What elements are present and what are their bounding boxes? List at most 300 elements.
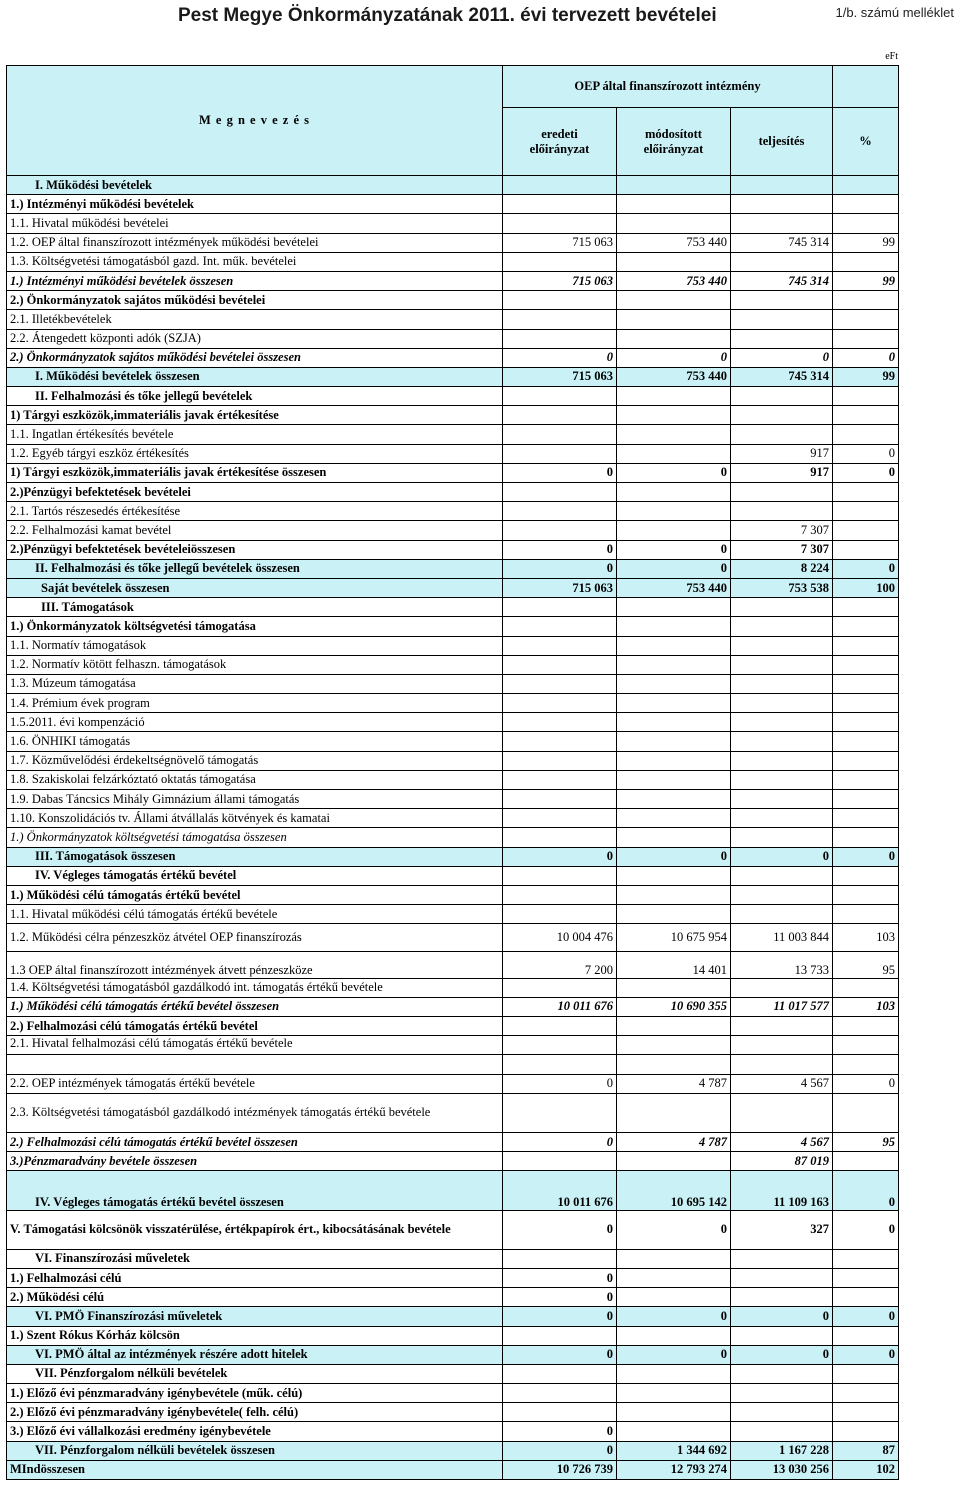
table-row xyxy=(7,463,899,482)
table-row xyxy=(7,214,899,233)
row-original xyxy=(503,713,617,732)
row-pct xyxy=(833,1403,899,1422)
row-original xyxy=(503,521,617,540)
row-name: 2.2. Átengedett központi adók (SZJA) xyxy=(7,329,503,348)
row-pct xyxy=(833,1055,899,1074)
row-modified: 0 xyxy=(617,1345,731,1364)
row-original xyxy=(503,885,617,904)
row-modified xyxy=(617,1326,731,1345)
row-name: II. Felhalmozási és tőke jellegű bevételek xyxy=(7,387,503,406)
row-actual: 0 xyxy=(731,348,833,367)
row-name: 2.)Pénzügyi befektetések bevételeiösszesen xyxy=(7,540,503,559)
table-row xyxy=(7,578,899,597)
row-actual xyxy=(731,885,833,904)
row-original xyxy=(503,291,617,310)
row-original xyxy=(503,636,617,655)
table-row xyxy=(7,1345,899,1364)
row-actual xyxy=(731,425,833,444)
row-modified xyxy=(617,195,731,214)
table-row xyxy=(7,1403,899,1422)
row-original xyxy=(503,1093,617,1132)
row-original xyxy=(503,866,617,885)
header-name: M e g n e v e z é s xyxy=(7,66,503,176)
row-modified xyxy=(617,502,731,521)
row-name: 1.1. Normatív támogatások xyxy=(7,636,503,655)
row-name: 2.) Előző évi pénzmaradvány igénybevétele( felh. célú) xyxy=(7,1403,503,1422)
row-actual xyxy=(731,1422,833,1441)
row-modified xyxy=(617,732,731,751)
row-name: 1.) Intézményi működési bevételek xyxy=(7,195,503,214)
row-modified: 0 xyxy=(617,559,731,578)
row-actual: 917 xyxy=(731,444,833,463)
row-modified: 0 xyxy=(617,847,731,866)
row-actual xyxy=(731,310,833,329)
row-actual: 753 538 xyxy=(731,578,833,597)
row-pct xyxy=(833,674,899,693)
row-modified xyxy=(617,598,731,617)
row-original: 10 011 676 xyxy=(503,1171,617,1210)
row-original xyxy=(503,1152,617,1171)
row-name: I. Működési bevételek összesen xyxy=(7,367,503,386)
table-row xyxy=(7,1364,899,1383)
row-name: VII. Pénzforgalom nélküli bevételek xyxy=(7,1364,503,1383)
row-original xyxy=(503,387,617,406)
row-pct xyxy=(833,713,899,732)
row-original: 0 xyxy=(503,1288,617,1307)
row-modified xyxy=(617,905,731,924)
row-original xyxy=(503,483,617,502)
row-actual xyxy=(731,713,833,732)
header-modified-line1: módosított xyxy=(645,126,702,141)
row-pct xyxy=(833,502,899,521)
table-row xyxy=(7,1326,899,1345)
row-name: 1.4. Prémium évek program xyxy=(7,694,503,713)
table-row xyxy=(7,694,899,713)
row-modified: 0 xyxy=(617,1210,731,1249)
row-pct xyxy=(833,1364,899,1383)
row-original xyxy=(503,905,617,924)
row-name: 1.) Intézményi működési bevételek összesen xyxy=(7,271,503,290)
table-row xyxy=(7,425,899,444)
row-name: 1.6. ÖNHIKI támogatás xyxy=(7,732,503,751)
table-row xyxy=(7,329,899,348)
row-original xyxy=(503,425,617,444)
row-actual xyxy=(731,502,833,521)
row-original xyxy=(503,617,617,636)
row-actual xyxy=(731,387,833,406)
row-original: 715 063 xyxy=(503,367,617,386)
row-actual xyxy=(731,1093,833,1132)
row-name: 1.) Előző évi pénzmaradvány igénybevétele (műk. célú) xyxy=(7,1384,503,1403)
row-modified xyxy=(617,713,731,732)
row-actual: 13 733 xyxy=(731,951,833,978)
row-modified xyxy=(617,1036,731,1055)
header-actual: teljesítés xyxy=(731,108,833,176)
row-modified xyxy=(617,828,731,847)
table-row xyxy=(7,291,899,310)
row-pct xyxy=(833,310,899,329)
row-actual xyxy=(731,790,833,809)
row-name: III. Támogatások összesen xyxy=(7,847,503,866)
row-pct xyxy=(833,195,899,214)
row-actual xyxy=(731,1017,833,1036)
row-pct: 0 xyxy=(833,1210,899,1249)
table-row xyxy=(7,1074,899,1093)
row-actual xyxy=(731,636,833,655)
row-name: 3.) Előző évi vállalkozási eredmény igénybevétele xyxy=(7,1422,503,1441)
row-original xyxy=(503,655,617,674)
table-row xyxy=(7,1460,899,1479)
row-modified xyxy=(617,1364,731,1383)
row-pct xyxy=(833,1152,899,1171)
table-row xyxy=(7,1422,899,1441)
row-original xyxy=(503,444,617,463)
row-modified xyxy=(617,1093,731,1132)
row-actual: 13 030 256 xyxy=(731,1460,833,1479)
row-actual xyxy=(731,1055,833,1074)
row-actual: 11 109 163 xyxy=(731,1171,833,1210)
row-name: 1) Tárgyi eszközök,immateriális javak értékesítése összesen xyxy=(7,463,503,482)
row-pct xyxy=(833,828,899,847)
row-modified xyxy=(617,694,731,713)
row-modified xyxy=(617,866,731,885)
table-row xyxy=(7,713,899,732)
row-actual xyxy=(731,1326,833,1345)
row-modified xyxy=(617,751,731,770)
row-original xyxy=(503,252,617,271)
row-name: 1.7. Közművelődési érdekeltségnövelő támogatás xyxy=(7,751,503,770)
row-modified xyxy=(617,790,731,809)
row-original: 10 011 676 xyxy=(503,997,617,1016)
row-name: 1.10. Konszolidációs tv. Állami átvállalás kötvények és kamatai xyxy=(7,809,503,828)
row-original xyxy=(503,195,617,214)
row-original xyxy=(503,770,617,789)
row-pct: 0 xyxy=(833,444,899,463)
row-actual xyxy=(731,1036,833,1055)
row-modified: 0 xyxy=(617,1307,731,1326)
row-pct xyxy=(833,694,899,713)
row-modified xyxy=(617,387,731,406)
row-actual xyxy=(731,214,833,233)
row-name: 3.)Pénzmaradvány bevétele összesen xyxy=(7,1152,503,1171)
row-original: 0 xyxy=(503,1441,617,1460)
row-name: V. Támogatási kölcsönök visszatérülése, értékpapírok ért., kibocsátásának bevétele xyxy=(7,1210,503,1249)
row-original xyxy=(503,502,617,521)
row-actual xyxy=(731,1268,833,1287)
row-pct xyxy=(833,732,899,751)
row-name: 1.1. Hivatal működési célú támogatás értékű bevétele xyxy=(7,905,503,924)
row-modified xyxy=(617,291,731,310)
row-name: 2.) Működési célú xyxy=(7,1288,503,1307)
table-body xyxy=(7,176,899,1480)
row-actual: 87 019 xyxy=(731,1152,833,1171)
row-actual xyxy=(731,598,833,617)
row-modified: 0 xyxy=(617,540,731,559)
row-actual xyxy=(731,1403,833,1422)
row-original: 7 200 xyxy=(503,951,617,978)
row-modified: 1 344 692 xyxy=(617,1441,731,1460)
row-name: 2.1. Hivatal felhalmozási célú támogatás értékű bevétele xyxy=(7,1036,503,1055)
row-actual xyxy=(731,866,833,885)
row-pct: 0 xyxy=(833,463,899,482)
row-actual: 4 567 xyxy=(731,1133,833,1152)
row-modified: 4 787 xyxy=(617,1133,731,1152)
row-modified xyxy=(617,885,731,904)
table-row xyxy=(7,1210,899,1249)
row-pct xyxy=(833,252,899,271)
row-modified xyxy=(617,617,731,636)
row-actual xyxy=(731,1384,833,1403)
row-pct xyxy=(833,770,899,789)
row-pct xyxy=(833,1249,899,1268)
row-actual xyxy=(731,329,833,348)
row-pct: 0 xyxy=(833,1307,899,1326)
row-name: 2.) Felhalmozási célú támogatás értékű bevétel xyxy=(7,1017,503,1036)
row-name: III. Támogatások xyxy=(7,598,503,617)
row-original xyxy=(503,790,617,809)
header-modified-line2: előirányzat xyxy=(643,141,704,156)
row-pct: 0 xyxy=(833,1074,899,1093)
table-row xyxy=(7,978,899,997)
row-name: 1.) Működési célú támogatás értékű bevétel összesen xyxy=(7,997,503,1016)
row-modified xyxy=(617,1017,731,1036)
row-actual: 7 307 xyxy=(731,521,833,540)
row-modified: 753 440 xyxy=(617,271,731,290)
row-pct xyxy=(833,809,899,828)
table-row xyxy=(7,617,899,636)
row-name: VI. PMÖ Finanszírozási műveletek xyxy=(7,1307,503,1326)
row-pct: 99 xyxy=(833,367,899,386)
table-row xyxy=(7,809,899,828)
table-row xyxy=(7,1017,899,1036)
row-original xyxy=(503,1036,617,1055)
table-row xyxy=(7,770,899,789)
row-original xyxy=(503,828,617,847)
table-row xyxy=(7,1093,899,1132)
row-name: 2.1. Illetékbevételek xyxy=(7,310,503,329)
row-pct xyxy=(833,1268,899,1287)
table-row xyxy=(7,387,899,406)
table-row xyxy=(7,951,899,978)
row-actual xyxy=(731,770,833,789)
row-actual: 745 314 xyxy=(731,233,833,252)
row-original xyxy=(503,176,617,195)
row-name: 2.)Pénzügyi befektetések bevételei xyxy=(7,483,503,502)
row-actual: 8 224 xyxy=(731,559,833,578)
row-name: IV. Végleges támogatás értékű bevétel xyxy=(7,866,503,885)
row-modified: 753 440 xyxy=(617,578,731,597)
row-actual: 0 xyxy=(731,847,833,866)
row-pct: 95 xyxy=(833,951,899,978)
row-name: VI. Finanszírozási műveletek xyxy=(7,1249,503,1268)
row-name: VI. PMÖ által az intézmények részére adott hitelek xyxy=(7,1345,503,1364)
row-modified xyxy=(617,406,731,425)
table-row xyxy=(7,540,899,559)
table-row xyxy=(7,790,899,809)
table-row xyxy=(7,828,899,847)
row-pct xyxy=(833,214,899,233)
table-row xyxy=(7,732,899,751)
table-row xyxy=(7,502,899,521)
row-name: 1.9. Dabas Táncsics Mihály Gimnázium állami támogatás xyxy=(7,790,503,809)
row-name: 1.) Önkormányzatok költségvetési támogatása xyxy=(7,617,503,636)
row-actual xyxy=(731,483,833,502)
row-pct xyxy=(833,617,899,636)
row-pct xyxy=(833,483,899,502)
row-name: II. Felhalmozási és tőke jellegű bevételek összesen xyxy=(7,559,503,578)
row-pct xyxy=(833,1384,899,1403)
header-original-line2: előirányzat xyxy=(529,141,590,156)
row-pct xyxy=(833,387,899,406)
row-modified: 10 675 954 xyxy=(617,924,731,951)
row-name: 2.1. Tartós részesedés értékesítése xyxy=(7,502,503,521)
row-pct: 87 xyxy=(833,1441,899,1460)
row-name: 1.8. Szakiskolai felzárkóztató oktatás támogatása xyxy=(7,770,503,789)
row-actual xyxy=(731,291,833,310)
row-original xyxy=(503,674,617,693)
row-pct: 0 xyxy=(833,1171,899,1210)
row-modified xyxy=(617,1268,731,1287)
table-row xyxy=(7,1384,899,1403)
row-name: VII. Pénzforgalom nélküli bevételek összesen xyxy=(7,1441,503,1460)
row-modified xyxy=(617,444,731,463)
row-original: 0 xyxy=(503,348,617,367)
row-pct xyxy=(833,1093,899,1132)
row-name: 1.) Szent Rókus Kórház kölcsön xyxy=(7,1326,503,1345)
row-pct: 95 xyxy=(833,1133,899,1152)
row-modified xyxy=(617,310,731,329)
table-row xyxy=(7,559,899,578)
row-pct: 99 xyxy=(833,233,899,252)
row-actual: 327 xyxy=(731,1210,833,1249)
table-row xyxy=(7,885,899,904)
row-modified xyxy=(617,214,731,233)
row-actual xyxy=(731,905,833,924)
row-name: Saját bevételek összesen xyxy=(7,578,503,597)
row-name: IV. Végleges támogatás értékű bevétel összesen xyxy=(7,1171,503,1210)
row-pct: 0 xyxy=(833,1345,899,1364)
row-actual xyxy=(731,1288,833,1307)
row-actual xyxy=(731,176,833,195)
table-row xyxy=(7,924,899,951)
row-original: 0 xyxy=(503,559,617,578)
table-row xyxy=(7,348,899,367)
row-pct xyxy=(833,1036,899,1055)
row-original: 0 xyxy=(503,1074,617,1093)
row-modified: 12 793 274 xyxy=(617,1460,731,1479)
row-actual xyxy=(731,195,833,214)
header-original-line1: eredeti xyxy=(541,126,578,141)
row-pct xyxy=(833,1326,899,1345)
row-name: 2.2. Felhalmozási kamat bevétel xyxy=(7,521,503,540)
row-modified: 0 xyxy=(617,348,731,367)
table-row xyxy=(7,866,899,885)
row-name: 1.) Működési célú támogatás értékű bevétel xyxy=(7,885,503,904)
table-row xyxy=(7,847,899,866)
row-original: 10 004 476 xyxy=(503,924,617,951)
row-actual xyxy=(731,617,833,636)
row-original xyxy=(503,406,617,425)
row-name: 1.2. Egyéb tárgyi eszköz értékesítés xyxy=(7,444,503,463)
row-pct xyxy=(833,751,899,770)
row-name: 1) Tárgyi eszközök,immateriális javak értékesítése xyxy=(7,406,503,425)
row-pct: 100 xyxy=(833,578,899,597)
row-pct: 0 xyxy=(833,348,899,367)
table-row xyxy=(7,1171,899,1210)
row-modified xyxy=(617,1384,731,1403)
table-row xyxy=(7,1133,899,1152)
table-row xyxy=(7,1249,899,1268)
row-name: 2.) Felhalmozási célú támogatás értékű bevétel összesen xyxy=(7,1133,503,1152)
row-modified xyxy=(617,252,731,271)
row-modified xyxy=(617,1055,731,1074)
row-name: 1.3. Múzeum támogatása xyxy=(7,674,503,693)
table-row xyxy=(7,444,899,463)
row-pct: 99 xyxy=(833,271,899,290)
row-original xyxy=(503,1364,617,1383)
row-original xyxy=(503,1384,617,1403)
row-modified: 10 690 355 xyxy=(617,997,731,1016)
row-original xyxy=(503,809,617,828)
row-original xyxy=(503,978,617,997)
row-modified xyxy=(617,1422,731,1441)
row-name: 1.) Önkormányzatok költségvetési támogatása összesen xyxy=(7,828,503,847)
row-modified xyxy=(617,655,731,674)
row-actual xyxy=(731,1364,833,1383)
row-pct xyxy=(833,291,899,310)
row-pct xyxy=(833,885,899,904)
row-original xyxy=(503,1326,617,1345)
row-name: 1.2. Normatív kötött felhaszn. támogatások xyxy=(7,655,503,674)
row-original: 0 xyxy=(503,1307,617,1326)
row-actual xyxy=(731,406,833,425)
page-title: Pest Megye Önkormányzatának 2011. évi tervezett bevételei xyxy=(178,5,717,26)
row-actual: 0 xyxy=(731,1345,833,1364)
table-row xyxy=(7,655,899,674)
row-modified xyxy=(617,1152,731,1171)
row-actual xyxy=(731,655,833,674)
row-pct xyxy=(833,1422,899,1441)
row-original xyxy=(503,1249,617,1268)
row-modified: 4 787 xyxy=(617,1074,731,1093)
row-actual: 917 xyxy=(731,463,833,482)
row-actual xyxy=(731,252,833,271)
row-original xyxy=(503,732,617,751)
table-row xyxy=(7,252,899,271)
row-original xyxy=(503,214,617,233)
row-original: 10 726 739 xyxy=(503,1460,617,1479)
row-modified xyxy=(617,176,731,195)
row-modified xyxy=(617,329,731,348)
table-row xyxy=(7,636,899,655)
header-group: OEP által finanszírozott intézmény xyxy=(503,66,833,108)
row-modified xyxy=(617,521,731,540)
row-pct xyxy=(833,598,899,617)
row-original: 0 xyxy=(503,1268,617,1287)
row-original xyxy=(503,751,617,770)
row-original: 0 xyxy=(503,1345,617,1364)
row-pct xyxy=(833,790,899,809)
row-actual xyxy=(731,978,833,997)
table-row xyxy=(7,271,899,290)
row-actual: 0 xyxy=(731,1307,833,1326)
row-modified: 753 440 xyxy=(617,367,731,386)
row-pct xyxy=(833,866,899,885)
table-row xyxy=(7,905,899,924)
row-original xyxy=(503,694,617,713)
row-name: I. Működési bevételek xyxy=(7,176,503,195)
row-original: 0 xyxy=(503,463,617,482)
